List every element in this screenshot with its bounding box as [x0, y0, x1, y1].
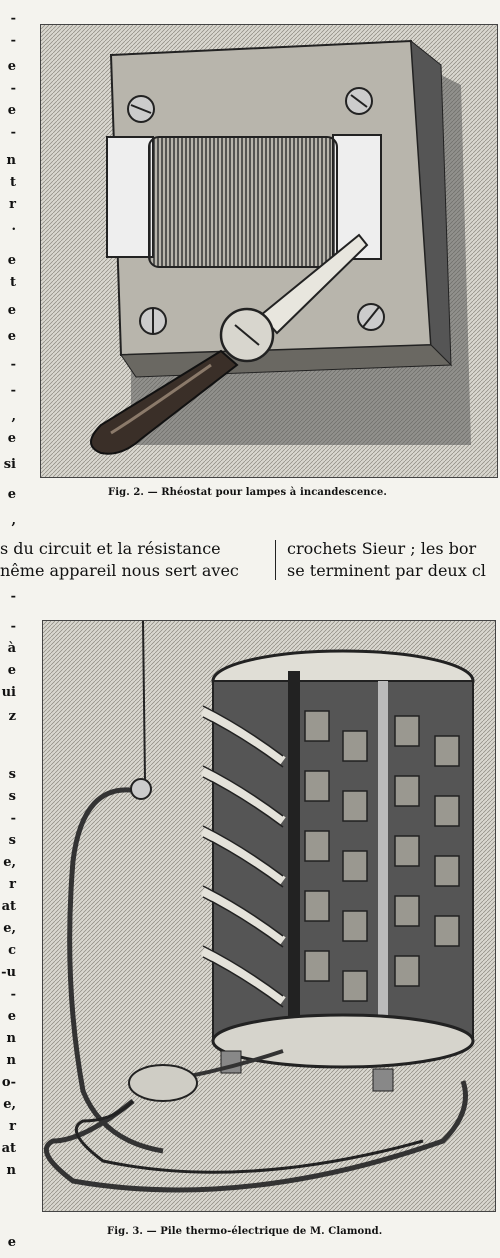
margin-fragment: s: [8, 767, 16, 782]
margin-fragment: e,: [3, 855, 16, 870]
margin-fragment: -: [10, 619, 16, 634]
margin-fragment: ,: [11, 513, 16, 528]
margin-fragment: -: [10, 589, 16, 604]
margin-fragment: at: [1, 899, 16, 914]
margin-fragment: e: [7, 1235, 16, 1250]
margin-fragment: e,: [3, 921, 16, 936]
margin-fragment: -: [10, 81, 16, 96]
margin-fragment: e: [7, 663, 16, 678]
figure-caption: Fig. 2. — Rhéostat pour lampes à incandescence.: [108, 487, 387, 498]
margin-fragment: à: [7, 641, 16, 656]
margin-fragment: e: [7, 1009, 16, 1024]
margin-fragment: z: [8, 709, 16, 724]
body-text-line: s du circuit et la résistance: [0, 539, 221, 558]
margin-fragment: e: [7, 253, 16, 268]
previous-column-fragments: [0, 0, 24, 1258]
margin-fragment: ui: [1, 685, 16, 700]
margin-fragment: n: [6, 153, 16, 168]
rheostat-illustration: [40, 24, 498, 478]
margin-fragment: -: [10, 987, 16, 1002]
margin-fragment: n: [6, 1053, 16, 1068]
margin-fragment: e: [7, 59, 16, 74]
margin-fragment: .: [11, 219, 16, 234]
margin-fragment: -: [10, 11, 16, 26]
margin-fragment: r: [9, 877, 16, 892]
column-divider: [275, 540, 276, 580]
margin-fragment: c: [8, 943, 16, 958]
body-text-line: nême appareil nous sert avec: [0, 561, 239, 580]
margin-fragment: -u: [1, 965, 16, 980]
margin-fragment: -: [10, 125, 16, 140]
margin-fragment: -: [10, 33, 16, 48]
margin-fragment: t: [9, 175, 16, 190]
margin-fragment: n: [6, 1163, 16, 1178]
margin-fragment: s: [8, 833, 16, 848]
margin-fragment: -: [10, 383, 16, 398]
margin-fragment: -: [10, 357, 16, 372]
margin-fragment: r: [9, 1119, 16, 1134]
margin-fragment: e: [7, 103, 16, 118]
margin-fragment: o-: [1, 1075, 16, 1090]
thermoelectric-pile-illustration: [42, 620, 496, 1212]
margin-fragment: -: [10, 811, 16, 826]
margin-fragment: s: [8, 789, 16, 804]
body-text-line: crochets Sieur ; les bor: [287, 539, 477, 558]
margin-fragment: e: [7, 431, 16, 446]
figure-caption: Fig. 3. — Pile thermo-électrique de M. Clamond.: [107, 1226, 383, 1237]
margin-fragment: e: [7, 303, 16, 318]
margin-fragment: e: [7, 487, 16, 502]
margin-fragment: e: [7, 329, 16, 344]
margin-fragment: t: [9, 275, 16, 290]
margin-fragment: r: [9, 197, 16, 212]
margin-fragment: n: [6, 1031, 16, 1046]
body-text-line: se terminent par deux cl: [287, 561, 486, 580]
margin-fragment: si: [3, 457, 16, 472]
margin-fragment: ,: [11, 409, 16, 424]
margin-fragment: at: [1, 1141, 16, 1156]
margin-fragment: e,: [3, 1097, 16, 1112]
